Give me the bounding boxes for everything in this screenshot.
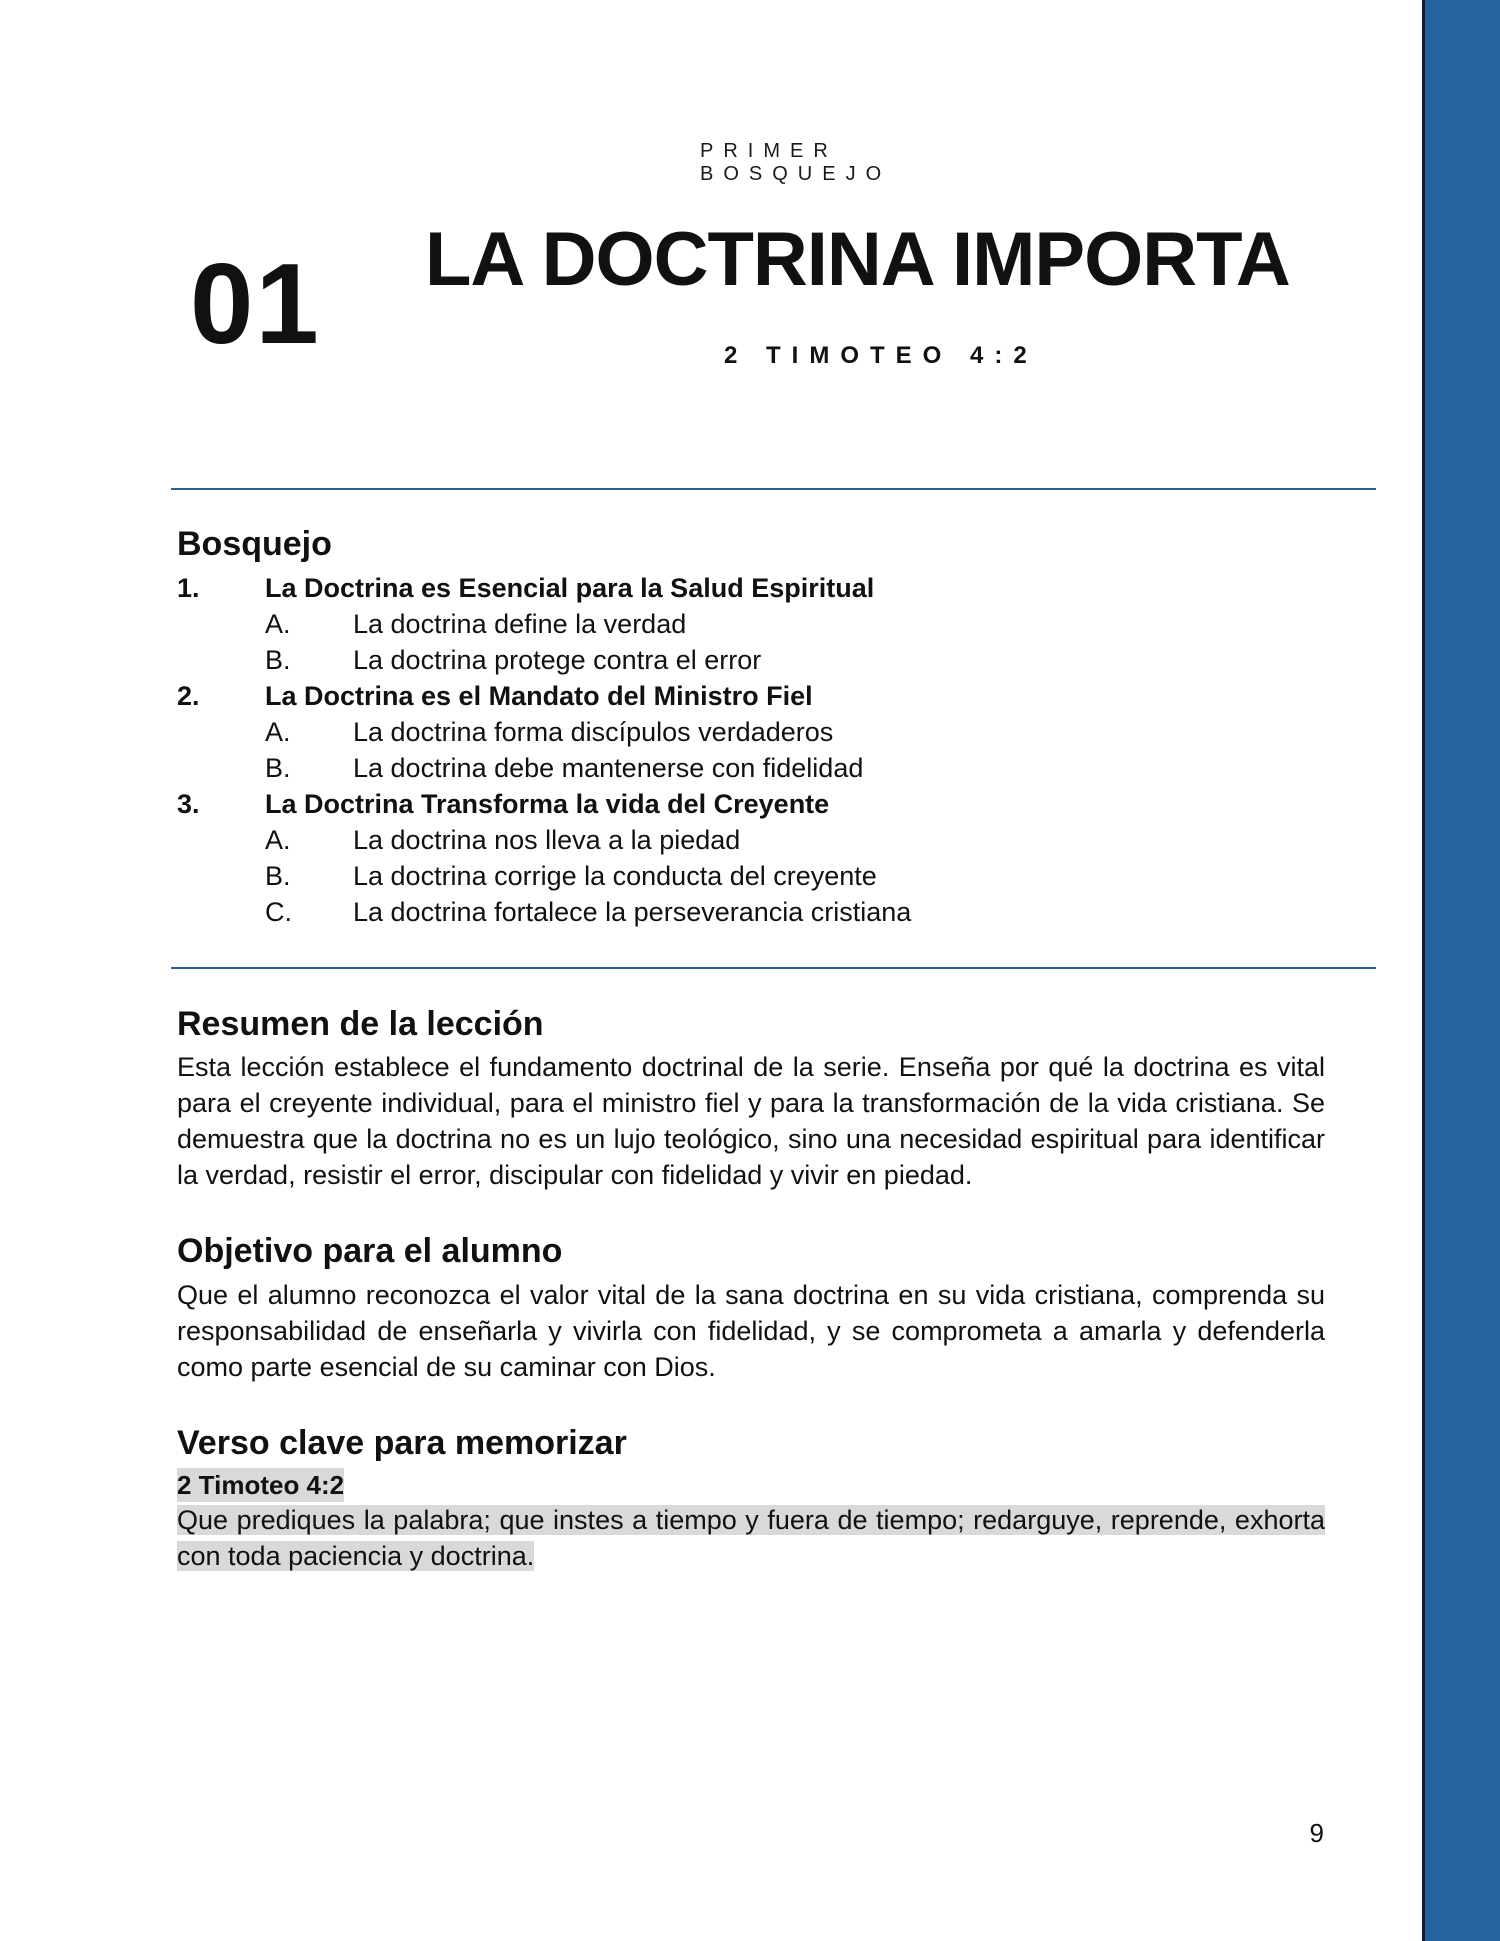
outline-subpoint-text: La doctrina protege contra el error	[353, 645, 762, 675]
objective-text: Que el alumno reconozca el valor vital de la sana doctrina en su vida cristiana, comprenda su responsabilidad de enseñarla y vivirla con fidelidad, y se comprometa a amarla y defenderla como parte esencial de su caminar con Dios.	[177, 1280, 1325, 1382]
outline-subpoint-letter: B.	[265, 753, 291, 783]
lesson-number: 01	[190, 241, 321, 368]
outline-subpoint	[177, 822, 1327, 858]
objective-title: Objetivo para el alumno	[177, 1232, 563, 1270]
outline-title: Bosquejo	[177, 525, 332, 563]
outline-subpoint	[177, 606, 1327, 642]
outline-subpoint-text: La doctrina debe mantenerse con fidelidad	[353, 753, 864, 783]
outline-subpoint-letter: A.	[265, 825, 291, 855]
outline-point	[177, 786, 1327, 822]
lesson-reference: 2 TIMOTEO 4:2	[724, 342, 1038, 369]
outline-subpoint	[177, 894, 1327, 930]
verse-highlight: Que prediques la palabra; que instes a tiempo y fuera de tiempo; redarguye, reprende, exhorta con toda paciencia y doctrina.	[177, 1505, 1325, 1571]
outline-point-number: 1.	[177, 573, 200, 603]
outline-subpoint-text: La doctrina forma discípulos verdaderos	[353, 717, 834, 747]
verse-reference: 2 Timoteo 4:2	[177, 1470, 345, 1500]
outline-subpoint	[177, 750, 1327, 786]
outline-point	[177, 570, 1327, 606]
verse-title: Verso clave para memorizar	[177, 1424, 627, 1462]
outline-subpoint-text: La doctrina corrige la conducta del creyente	[353, 861, 877, 891]
side-color-bar	[1422, 0, 1500, 1941]
summary-text: Esta lección establece el fundamento doctrinal de la serie. Enseña por qué la doctrina es vital para el creyente individual, para el ministro fiel y para la transformación de la vida cristiana. Se demuestra que la doctrina no es un lujo teológico, sino una necesidad espiritual para identificar la verdad, resistir el error, discipular con fidelidad y vivir en piedad.	[177, 1052, 1325, 1190]
outline-subpoint-letter: C.	[265, 897, 292, 927]
divider-top	[171, 488, 1376, 490]
series-kicker: PRIMER BOSQUEJO	[700, 140, 892, 185]
outline-subpoint-letter: A.	[265, 609, 291, 639]
outline-point-heading: La Doctrina Transforma la vida del Creyente	[265, 789, 830, 819]
outline-point-heading: La Doctrina es el Mandato del Ministro Fiel	[265, 681, 813, 711]
outline-list	[177, 570, 1327, 930]
outline-subpoint	[177, 858, 1327, 894]
outline-subpoint-letter: A.	[265, 717, 291, 747]
summary-title: Resumen de la lección	[177, 1005, 544, 1043]
outline-point-number: 2.	[177, 681, 200, 711]
verse-text	[177, 1502, 1325, 1574]
outline-subpoint-letter: B.	[265, 861, 291, 891]
outline-point-heading: La Doctrina es Esencial para la Salud Espiritual	[265, 573, 875, 603]
outline-subpoint	[177, 642, 1327, 678]
outline-subpoint	[177, 714, 1327, 750]
outline-subpoint-text: La doctrina fortalece la perseverancia cristiana	[353, 897, 912, 927]
outline-subpoint-text: La doctrina define la verdad	[353, 609, 687, 639]
outline-subpoint-letter: B.	[265, 645, 291, 675]
page-number: 9	[1309, 1818, 1324, 1848]
lesson-title: LA DOCTRINA IMPORTA	[425, 217, 1290, 302]
outline-point	[177, 678, 1327, 714]
divider-middle	[171, 967, 1376, 969]
outline-subpoint-text: La doctrina nos lleva a la piedad	[353, 825, 741, 855]
outline-point-number: 3.	[177, 789, 200, 819]
